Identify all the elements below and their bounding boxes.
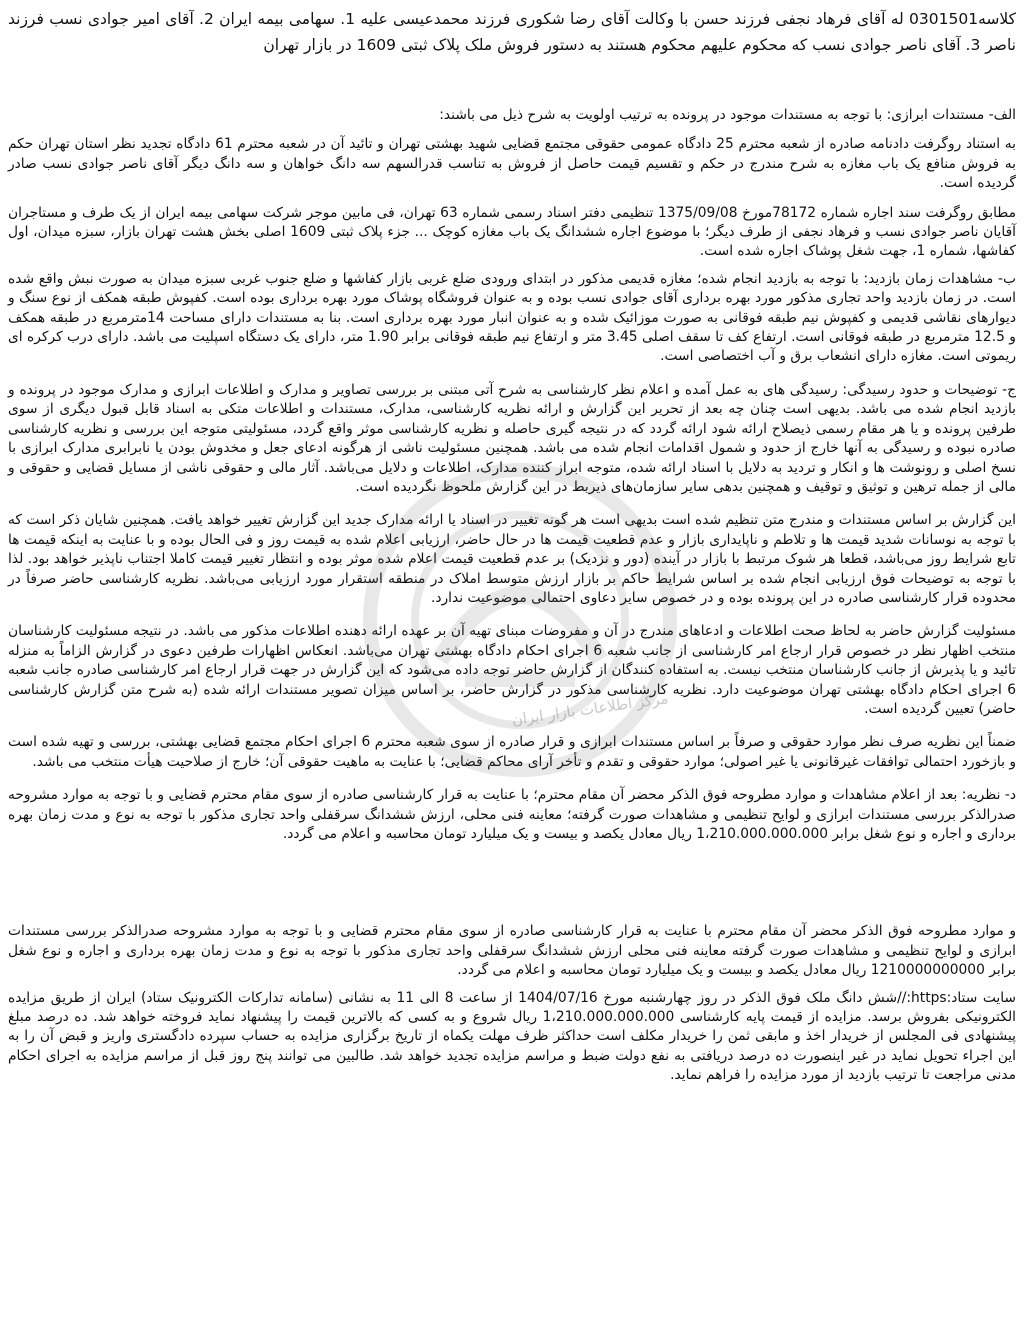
watermark-text: مرکز اطلاعات بازار ایران — [510, 689, 670, 729]
section-documents-heading: الف- مستندات ابرازی: با توجه به مستندات موجود در پرونده به ترتیب اولویت به شرح ذیل می باشند: — [439, 107, 1016, 123]
case-header: کلاسه0301501 له آقای فرهاد نجفی فرزند حسن با وکالت آقای رضا شکوری فرزند محمدعیسی علیه 1. سهامی بیمه ایران 2. آقای امیر جوادی نسب فرزند ناصر 3. آقای ناصر جوادی نسب که محکوم علیهم محکوم هستند به دستور فروش ملک پلاک ثبتی 1609 در بازار تهران — [8, 10, 1016, 54]
paragraph-responsibility: مسئولیت گزارش حاضر به لحاظ صحت اطلاعات و ادعاهای مندرج در آن و مفروضات مبنای تهیه آن بر عهده ارائه دهنده اطلاعات مذکور می باشد. در نتیجه مسئولیت کارشناسان منتخب اظهار نظر در خصوص قرار ارجاع امر کارشناسی از جانب شعبه 6 اجرای احکام دادگاه بهشتی تهران می‌باشد. انعکاس اظهارات طرفین دعوی در گزارش الزاماً به منزله تائید و یا پذیرش از جانب کارشناسان منتخب نیست. به استفاده کنندگان از گزارش حاضر توجه داده می‌شود که این گزارش در جهت قرار ارجاع امر کارشناسی صادره جانب شعبه 6 اجرای احکام دادگاه بهشتی تهران موضوعیت دارد. نظریه کارشناسی مذکور در گزارش حاضر، بر اساس میزان تصویر مستندات ارائه شده (به شرح متن گزارش کارشناسی حاضر) تعیین گردیده است. — [8, 623, 1016, 717]
paragraph-verdict: به استناد روگرفت دادنامه صادره از شعبه محترم 25 دادگاه عمومی حقوقی مجتمع قضایی شهید بهشتی تهران و تائید آن در شعبه محترم 61 دادگاه تجدید نظر استان تهران حکم به فروش منافع یک باب مغازه به شرح مندرج در حکم و تقسیم قیمت حاصل از فروش به تناسب قدرالسهم سه دانگ خواهان و سه دانگ دیگر آقای ناصر جوادی نسب صادر گردیده است. — [8, 136, 1016, 192]
section-opinion: د- نظریه: بعد از اعلام مشاهدات و موارد مطروحه فوق الذکر محضر آن مقام محترم؛ با عنایت به قرار کارشناسی صادره از سوی مقام محترم قضایی و با توجه به موارد مشروحه صدرالذکر بررسی مستندات ابرازی و لوایح تنظیمی و مشاهدات صورت گرفته؛ معاینه فنی محلی، ارزش ششدانگ سرقفلی واحد تجاری مذکور با توجه به نوع و مدت زمان بهره برداری و اجاره و نوع شغل برابر 1،210.000.000.000 ریال معادل یکصد و بیست و یک میلیارد تومان محاسبه و اعلام می گردد. — [8, 787, 1016, 842]
paragraph-auction-notice: سایت ستاد:https://شش دانگ ملک فوق الذکر در روز چهارشنبه مورخ 1404/07/16 از ساعت 8 الی 11 به نشانی (سامانه تدارکات الکترونیک ستاد) ایران از طریق مزایده الکترونیکی بفروش برسد. مزایده از قیمت پایه کارشناسی 1،210.000.000.000 ریال شروع و به کسی که بالاترین قیمت را پیشنهاد نماید فروخته خواهد شد. ده درصد مبلغ پیشنهادی فی المجلس از خریدار اخذ و مابقی ثمن را خریدار مکلف است حداکثر ظرف مهلت یکماه از تاریخ برگزاری مزایده به حساب سپرده دادگستری واریز و قبض آن را به این اجراء تحویل نماید در غیر اینصورت ده درصد دریافتی به نفع دولت ضبط و مراسم مزایده تجدید خواهد شد. طالبین می توانند پنج روز قبل از مراسم مزایده به اجرای احکام مدنی مراجعت تا ترتیب بازدید از مورد مزایده را فراهم نماید. — [8, 989, 1016, 1084]
section-explanations: ج- توضیحات و حدود رسیدگی: رسیدگی های به عمل آمده و اعلام نظر کارشناسی به شرح آتی مبتنی بر بررسی تصاویر و مدارک و اطلاعات ابرازی و مدارک موجود در پرونده و بازدید انجام شده می باشد. بدیهی است چنان چه بعد از تحریر این گزارش و ارائه نظریه کارشناسی، مدارک، مستندات و اطلاعات متکی به اسناد قابل قبول دیگری از سوی طرفین پرونده و یا هر مقام رسمی ذیصلاح ارائه شود ارائه گردد که در نتیجه گیری حاصله و نظریه کارشناسی موثر واقع گردد، مسئولیتی متوجه این بررسی و نظریه کارشناسی صادره نبوده و رسیدگی به آنها خارج از حدود و شمول اقدامات انجام شده می باشد. همچنین مسئولیت ناشی از هرگونه ادعای جعل و مخدوش بودن یا نابرابری مدارک ابرازی با نسخ اصلی و رونوشت ها و انکار و تردید به دلایل با اسناد ارائه شده، متوجه ابراز کننده مدارک، اطلاعات و دلایل می‌باشد. آثار مالی و حقوقی ناشی از مسایل قضایی و حقوقی و مالی از جمله ترهین و توثیق و توقیف و همچنین بدهی سایر سازمان‌های ذیربط در این گزارش ملحوظ نگردیده است. — [8, 381, 1016, 495]
paragraph-market-conditions: این گزارش بر اساس مستندات و مندرج متن تنظیم شده است بدیهی است هر گونه تغییر در اسناد یا ارائه مدارک جدید این گزارش تغییر خواهد یافت. همچنین شایان ذکر است که با توجه به نوسانات شدید قیمت ها و تلاطم و ناپایداری بازار و عدم قطعیت قیمت ها در حال حاضر، ارزیابی اعلام شده به قیمت روز و فی الحال بوده و با عنایت به اینکه قیمت ها تابع شرایط روز می‌باشد، قطعا هر شوک مرتبط با بازار در آینده (دور و نزدیک) بر عدم قطعیت قیمت اعلام شده موثر بوده و انتظار تغییر قیمت کاملا اجتناب ناپذیر خواهد بود. لذا با توجه به توضیحات فوق ارزیابی انجام شده بر اساس شرایط حاکم بر بازار ارزش متوسط املاک در منطقه استقرار مورد ارزیابی می‌باشد. نظریه کارشناسی حاضر صرفاً در محدوده قرار کارشناسی صادره در این پرونده بوده و در خصوص سایر دعاوی احتمالی موضوعیت ندارد. — [8, 512, 1016, 606]
section-observations: ب- مشاهدات زمان بازدید: با توجه به بازدید انجام شده؛ مغازه قدیمی مذکور در ابتدای ورودی ضلع غربی بازار کفاشها و ضلع جنوب غربی سبزه میدان به صورت نبش واقع شده است. در زمان بازدید واحد تجاری مذکور مورد بهره برداری آقای جوادی نسب بوده و به عنوان فروشگاه پوشاک مورد بهره برداری بوده است. کفپوش طبقه همکف از نوع سنگ و دیوارهای نقاشی قدیمی و کفپوش نیم طبقه فوقانی به صورت موزائیک شده و به عنوان انبار مورد بهره برداری است. بنا به مستندات دارای مساحت 14مترمربع در طبقه همکف و 12.5 مترمربع در طبقه فوقانی است. ارتفاع کف تا سقف اصلی 3.45 متر و ارتفاع نیم طبقه فوقانی برابر 1.90 متر، دارای یک دستگاه اسپلیت می باشد. دارای درب کرکره ای ریموتی است. مغازه دارای انشعاب برق و آب اختصاصی است. — [8, 270, 1016, 365]
paragraph-lease-deed: مطابق روگرفت سند اجاره شماره 78172مورخ 1375/09/08 تنظیمی دفتر اسناد رسمی شماره 63 تهران، فی مابین موجر شرکت سهامی بیمه ایران از یک طرف و مستاجران آقایان ناصر جوادی نسب و فرهاد نجفی از طرف دیگر؛ با موضوع اجاره ششدانگ یک باب مغازه کوچک ... جزء پلاک ثبتی 1609 اصلی بخش هشت تهران بازار، سبزه میدان، اول کفاشها، شماره 1، جهت شغل پوشاک اجاره شده است. — [8, 204, 1016, 260]
paragraph-summary: و موارد مطروحه فوق الذکر محضر آن مقام محترم با عنایت به قرار کارشناسی صادره از سوی مقام محترم قضایی و با توجه به موارد مشروحه صدرالذکر بررسی مستندات ابرازی و لوایح تنظیمی و مشاهدات صورت گرفته معاینه فنی محلی ارزش ششدانگ سرقفلی واحد تجاری مذکور با توجه به نوع و مدت زمان بهره برداری و اجاره و نوع شغل برابر 1210000000000 ریال معادل یکصد و بیست و یک میلیارد تومان محاسبه و اعلام می گردد. — [8, 923, 1016, 979]
paragraph-legal-scope: ضمناً این نظریه صرف نظر موارد حقوقی و صرفاً بر اساس مستندات ابرازی و قرار صادره از سوی شعبه محترم 6 اجرای احکام مجتمع قضایی بهشتی، بررسی و تهیه شده است و بازخورد احتمالی توافقات غیرقانونی یا غیر اصولی؛ موارد حقوقی و تقدم و تأخر آرای محاکم قضایی؛ با عنایت به ماهیت حقوقی آن؛ خارج از صلاحیت هیأت منتخب می باشد. — [8, 734, 1016, 770]
